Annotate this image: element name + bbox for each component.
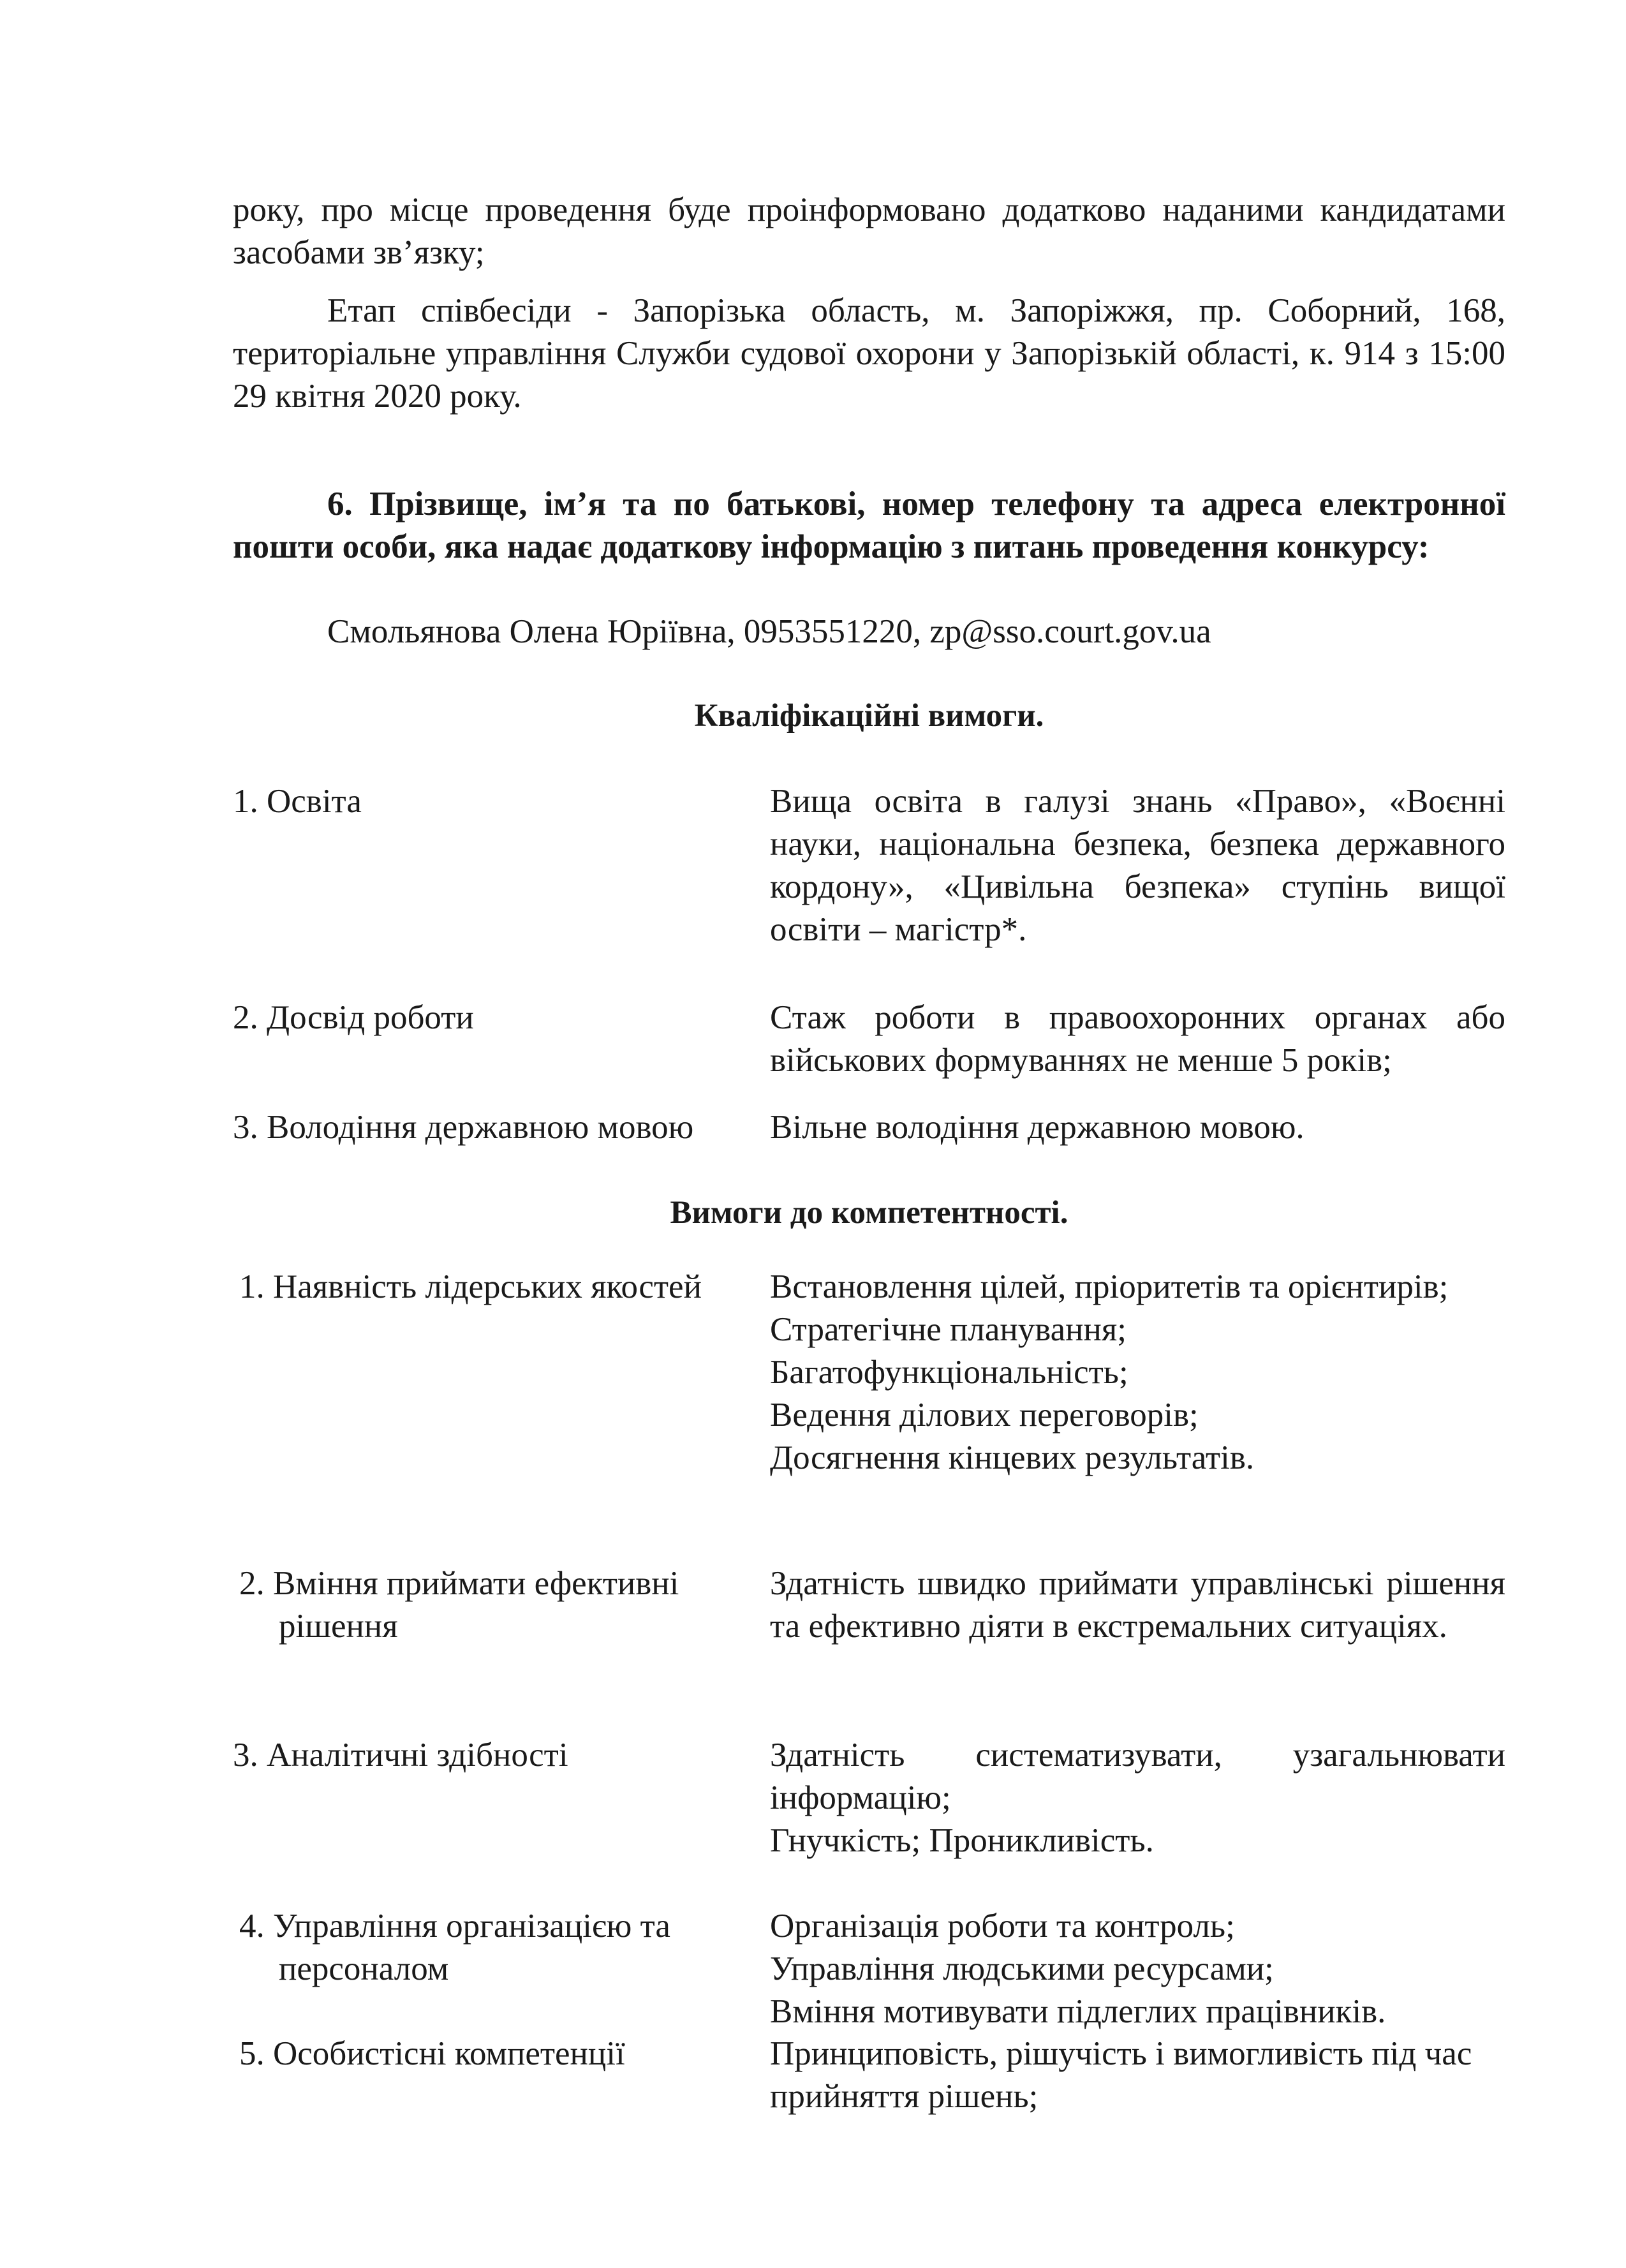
row-label: 4. Управління організацією та персоналом (239, 1908, 670, 1987)
list-item: Управління людськими ресурсами; (770, 1950, 1274, 1987)
qualification-title: Кваліфікаційні вимоги. (694, 698, 1044, 734)
row-label: 3. Володіння державною мовою (233, 1109, 694, 1146)
intro-paragraph-2: Етап співбесіди - Запорізька область, м. Запоріжжя, пр. Соборний, 168, територіальне управління Служби судової охорони у Запорізькій області, к. 914 з 15:00 29 квітня 2020 року. (233, 292, 1505, 415)
row-label: 2. Досвід роботи (233, 999, 474, 1036)
list-item: Вміння мотивувати підлеглих працівників. (770, 1993, 1386, 2030)
row-value-list (770, 1266, 1505, 1479)
section-6-heading: 6. Прізвище, ім’я та по батькові, номер телефону та адреса електронної пошти особи, яка надає додаткову інформацію з питань проведення конкурсу: (233, 485, 1505, 565)
row-label: 3. Аналітичні здібності (233, 1737, 568, 1774)
row-value: Принциповість, рішучість і вимогливість під час прийняття рішень; (770, 2035, 1472, 2115)
row-value-list (770, 1734, 1505, 1862)
list-item: Ведення ділових переговорів; (770, 1397, 1199, 1434)
intro-paragraph-1: року, про місце проведення буде проінформовано додатково наданими кандидатами засобами зв’язку; (233, 191, 1505, 271)
list-item: Багатофункціональність; (770, 1354, 1128, 1391)
row-value: Стаж роботи в правоохоронних органах або військових формуваннях не менше 5 років; (770, 999, 1505, 1079)
contact-line: Смольянова Олена Юріївна, 0953551220, zp@sso.court.gov.ua (327, 613, 1211, 650)
list-item: Досягнення кінцевих результатів. (770, 1439, 1255, 1476)
row-value: Вільне володіння державною мовою. (770, 1109, 1304, 1146)
list-item: Організація роботи та контроль; (770, 1908, 1235, 1945)
list-item: Здатність систематизувати, узагальнювати інформацію; (770, 1737, 1505, 1816)
row-value: Здатність швидко приймати управлінські рішення та ефективно діяти в екстремальних ситуаціях. (770, 1565, 1505, 1645)
row-value: Вища освіта в галузі знань «Право», «Воєнні науки, національна безпека, безпека державного кордону», «Цивільна безпека» ступінь вищої освіти – магістр*. (770, 783, 1505, 948)
row-value-list (770, 1905, 1505, 2033)
row-label: 2. Вміння приймати ефективні рішення (239, 1565, 679, 1645)
list-item: Встановлення цілей, пріоритетів та орієнтирів; (770, 1268, 1449, 1305)
row-label: 1. Освіта (233, 783, 362, 820)
row-label: 5. Особистісні компетенції (239, 2035, 625, 2072)
list-item: Гнучкість; Проникливість. (770, 1822, 1154, 1859)
row-label: 1. Наявність лідерських якостей (239, 1268, 702, 1305)
list-item: Стратегічне планування; (770, 1311, 1127, 1348)
competence-title: Вимоги до компетентності. (670, 1195, 1068, 1231)
